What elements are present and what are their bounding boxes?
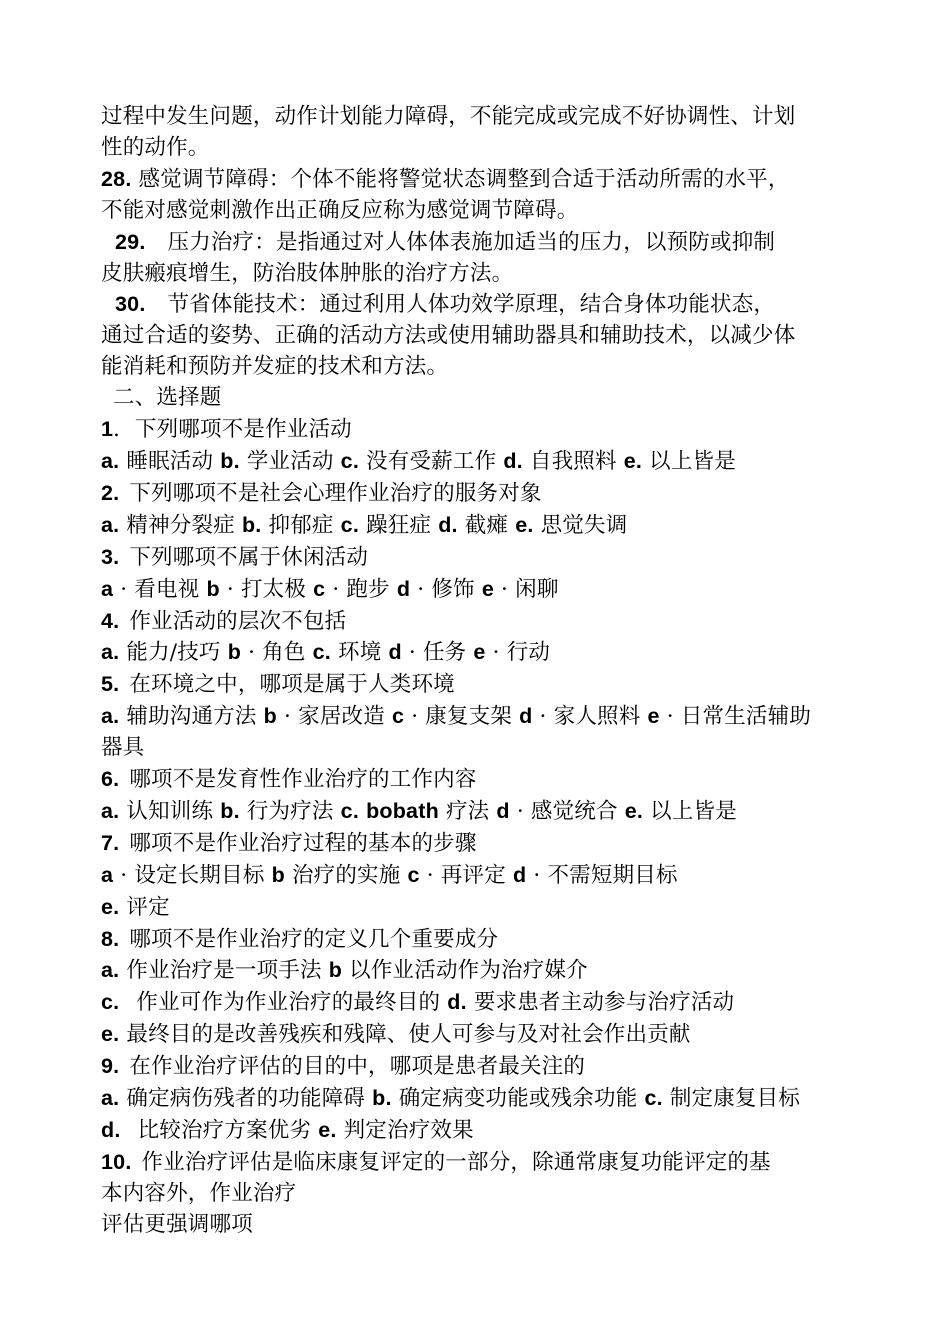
separator: · bbox=[426, 862, 434, 888]
option-letter: e bbox=[481, 576, 494, 601]
option-text: 以上皆是 bbox=[650, 798, 737, 824]
option-letter: b. bbox=[220, 798, 240, 823]
question-text: 下列哪项不属于休闲活动 bbox=[129, 544, 369, 570]
option-letter: c. bbox=[312, 640, 331, 665]
separator: · bbox=[539, 704, 547, 730]
option-letter: c bbox=[407, 862, 420, 887]
option-letter: d. bbox=[101, 1118, 121, 1142]
question-9-stem bbox=[101, 1051, 856, 1083]
option-text: 感觉统合 bbox=[530, 798, 618, 824]
option-text: 行为疗法 bbox=[246, 798, 334, 824]
option-text: 认知训练 bbox=[126, 798, 214, 824]
question-9-options-2 bbox=[101, 1115, 856, 1147]
option-letter: b bbox=[263, 704, 277, 729]
question-number: 9. bbox=[101, 1054, 120, 1079]
definition-30-line-2: 通过合适的姿势、正确的活动方法或使用辅助器具和辅助技术，以减少体 bbox=[101, 323, 796, 349]
option-text: 要求患者主动参与治疗活动 bbox=[473, 990, 735, 1016]
separator: · bbox=[248, 640, 256, 666]
option-text: 以作业活动作为治疗媒介 bbox=[349, 958, 588, 984]
question-4-stem bbox=[101, 606, 856, 638]
option-letter: a bbox=[101, 576, 114, 601]
question-8-options-1 bbox=[101, 955, 856, 987]
question-text: 哪项不是发育性作业治疗的工作内容 bbox=[129, 767, 477, 793]
question-number: 10. bbox=[101, 1149, 132, 1174]
option-text: 家居改造 bbox=[298, 704, 385, 730]
option-letter: e bbox=[473, 640, 486, 665]
option-text: 辅助沟通方法 bbox=[126, 704, 257, 730]
option-letter: d bbox=[512, 862, 527, 887]
definition-29-line-2: 皮肤瘢痕增生，防治肢体肿胀的治疗方法。 bbox=[101, 260, 514, 286]
separator: · bbox=[120, 862, 128, 888]
question-number: 5. bbox=[101, 672, 120, 697]
question-7-options bbox=[101, 860, 856, 892]
option-letter: b. bbox=[220, 448, 240, 473]
definition-27-tail-line-1: 过程中发生问题，动作计划能力障碍，不能完成或完成不好协调性、计划 bbox=[101, 104, 796, 129]
option-text: 角色 bbox=[262, 640, 306, 666]
option-text: 疗法 bbox=[445, 798, 490, 824]
question-6-stem bbox=[101, 764, 856, 796]
option-text: 确定病伤残者的功能障碍 bbox=[126, 1086, 366, 1112]
option-text: 设定长期目标 bbox=[134, 862, 265, 888]
option-text: 抑郁症 bbox=[268, 512, 334, 538]
option-letter: e. bbox=[101, 894, 120, 919]
option-letter: a. bbox=[101, 448, 120, 473]
option-text: 以上皆是 bbox=[649, 448, 736, 474]
definition-30-line-3: 能消耗和预防并发症的技术和方法。 bbox=[101, 354, 449, 380]
option-text: 康复支架 bbox=[425, 704, 513, 730]
question-3-stem bbox=[101, 542, 856, 574]
option-letter: a. bbox=[101, 704, 120, 729]
option-text: 没有受薪工作 bbox=[366, 448, 497, 474]
document-page bbox=[101, 102, 856, 1241]
option-letter: c bbox=[313, 576, 326, 601]
separator: · bbox=[120, 576, 128, 602]
option-text: 思觉失调 bbox=[540, 512, 628, 538]
question-number: 6. bbox=[101, 767, 120, 792]
option-letter: c. bbox=[340, 448, 360, 473]
separator: · bbox=[226, 576, 234, 602]
question-7-options-cont bbox=[101, 892, 856, 924]
definition-29-line-1 bbox=[101, 227, 856, 259]
option-text: 确定病变功能或残余功能 bbox=[398, 1086, 638, 1112]
option-text: 日常生活辅助 bbox=[680, 704, 812, 730]
option-letter: c. bbox=[340, 512, 360, 537]
question-8-stem bbox=[101, 924, 856, 956]
definition-28-line-2: 不能对感觉刺激作出正确反应称为感觉调节障碍。 bbox=[101, 197, 579, 223]
definition-text: 压力治疗：是指通过对人体体表施加适当的压力，以预防或抑制 bbox=[167, 229, 776, 255]
section-title: 二、选择题 bbox=[113, 385, 222, 411]
question-3-options bbox=[101, 574, 856, 606]
definition-number: 29. bbox=[115, 229, 146, 254]
option-text: 学业活动 bbox=[246, 448, 334, 474]
option-text: 作业可作为作业治疗的最终目的 bbox=[136, 990, 441, 1016]
option-letter: e. bbox=[318, 1118, 337, 1142]
option-letter: b bbox=[328, 958, 343, 983]
question-1-options bbox=[101, 446, 856, 478]
option-letter: c. bbox=[644, 1086, 663, 1111]
option-letter: d bbox=[496, 798, 510, 823]
option-text: 打太极 bbox=[240, 576, 307, 602]
option-letter: e. bbox=[624, 798, 644, 823]
option-letter: a. bbox=[101, 798, 120, 823]
definition-text: 节省体能技术：通过利用人体功效学原理，结合身体功能状态， bbox=[167, 292, 776, 318]
option-letter: b bbox=[227, 640, 242, 665]
option-letter: a. bbox=[101, 1086, 120, 1111]
question-number: 4. bbox=[101, 608, 120, 633]
option-letter: d bbox=[519, 704, 533, 729]
question-number: 1 bbox=[101, 417, 114, 442]
question-text: 作业活动的层次不包括 bbox=[129, 608, 347, 634]
option-text: 自我照料 bbox=[529, 448, 617, 474]
option-text: 行动 bbox=[506, 640, 551, 666]
question-10-stem-line-3: 评估更强调哪项 bbox=[101, 1211, 253, 1237]
option-term: bobath bbox=[366, 798, 439, 823]
question-10-stem-line-2: 本内容外，作业治疗 bbox=[101, 1180, 297, 1206]
option-letter: c. bbox=[101, 990, 120, 1015]
definition-number: 28. bbox=[101, 166, 132, 191]
question-text: 下列哪项不是作业活动 bbox=[134, 417, 352, 443]
option-text: 精神分裂症 bbox=[126, 512, 235, 538]
option-letter: e. bbox=[515, 512, 534, 537]
option-text: 任务 bbox=[422, 640, 467, 666]
option-text: 看电视 bbox=[134, 576, 200, 602]
option-text: 作业治疗是一项手法 bbox=[126, 958, 322, 984]
option-text: 评定 bbox=[126, 894, 170, 920]
option-letter: a. bbox=[101, 640, 120, 665]
question-number: 8. bbox=[101, 926, 120, 951]
option-letter: a. bbox=[101, 512, 120, 537]
separator: · bbox=[492, 640, 500, 666]
option-text: 制定康复目标 bbox=[669, 1086, 801, 1112]
option-letter: b. bbox=[372, 1086, 392, 1111]
option-letter: b. bbox=[241, 512, 262, 537]
question-9-options-1 bbox=[101, 1083, 856, 1115]
question-text: 作业治疗评估是临床康复评定的一部分，除通常康复功能评定的基 bbox=[141, 1149, 771, 1175]
separator: · bbox=[533, 862, 541, 888]
question-10-stem-line-1 bbox=[101, 1147, 856, 1179]
option-letter: b bbox=[271, 862, 285, 887]
separator: · bbox=[411, 704, 419, 730]
option-text: 闲聊 bbox=[515, 576, 559, 602]
option-letter: e. bbox=[623, 448, 643, 473]
option-letter: c bbox=[391, 704, 405, 729]
option-text: 比较治疗方案优劣 bbox=[137, 1118, 312, 1143]
question-number: 2. bbox=[101, 480, 120, 505]
separator: · bbox=[284, 704, 292, 730]
question-5-stem bbox=[101, 669, 856, 701]
definition-30-line-1 bbox=[101, 289, 856, 321]
option-text: 环境 bbox=[338, 640, 382, 666]
question-7-stem bbox=[101, 828, 856, 860]
option-text: 家人照料 bbox=[553, 704, 641, 730]
separator: · bbox=[516, 798, 524, 824]
question-text: 下列哪项不是社会心理作业治疗的服务对象 bbox=[129, 480, 542, 506]
option-text: 睡眠活动 bbox=[126, 448, 214, 474]
definition-number: 30. bbox=[115, 292, 146, 317]
option-letter: e. bbox=[101, 1022, 120, 1047]
question-4-options bbox=[101, 637, 856, 669]
option-letter: e bbox=[647, 704, 660, 729]
option-letter: b bbox=[206, 576, 220, 601]
option-letter: d. bbox=[438, 512, 458, 537]
definition-28-line-1 bbox=[101, 164, 856, 196]
definition-27-tail-line-2: 性的动作。 bbox=[101, 134, 210, 160]
option-text: 不需短期目标 bbox=[547, 862, 678, 888]
option-letter: c. bbox=[340, 798, 360, 823]
option-letter: d bbox=[396, 576, 411, 601]
option-text: 能力/技巧 bbox=[126, 640, 221, 666]
option-text: 判定治疗效果 bbox=[343, 1118, 474, 1143]
question-text: 在环境之中，哪项是属于人类环境 bbox=[129, 672, 455, 698]
question-8-options-2 bbox=[101, 987, 856, 1019]
question-2-stem bbox=[101, 478, 856, 510]
question-text: 哪项不是作业治疗的定义几个重要成分 bbox=[129, 926, 499, 952]
option-text: 截瘫 bbox=[464, 512, 509, 538]
option-letter: d bbox=[388, 640, 402, 665]
question-number: 7. bbox=[101, 830, 120, 855]
option-text: 最终目的是改善残疾和残障、使人可参与及对社会作出贡献 bbox=[126, 1022, 691, 1048]
option-text: 修饰 bbox=[431, 576, 475, 602]
option-text: 治疗的实施 bbox=[291, 862, 401, 888]
option-letter: d. bbox=[503, 448, 523, 473]
question-number: 3. bbox=[101, 544, 120, 569]
question-6-options bbox=[101, 796, 856, 828]
question-text: 在作业治疗评估的目的中，哪项是患者最关注的 bbox=[129, 1054, 586, 1080]
separator: · bbox=[501, 576, 509, 602]
option-text: 跑步 bbox=[346, 576, 390, 602]
question-8-options-3 bbox=[101, 1019, 856, 1051]
option-text: 躁狂症 bbox=[366, 512, 432, 538]
separator: · bbox=[666, 704, 674, 730]
option-letter: d. bbox=[447, 990, 467, 1015]
question-5-options bbox=[101, 701, 856, 733]
question-5-options-cont: 器具 bbox=[101, 735, 145, 761]
separator: · bbox=[417, 576, 425, 602]
option-letter: a bbox=[101, 862, 114, 887]
question-1-stem: 1．下列哪项不是作业活动 bbox=[101, 417, 352, 443]
question-text: 哪项不是作业治疗过程的基本的步骤 bbox=[129, 830, 477, 856]
separator: · bbox=[332, 576, 340, 602]
option-text: 再评定 bbox=[440, 862, 506, 888]
definition-text: 感觉调节障碍：个体不能将警觉状态调整到合适于活动所需的水平， bbox=[138, 166, 790, 192]
question-2-options bbox=[101, 510, 856, 542]
separator: · bbox=[408, 640, 416, 666]
option-letter: a. bbox=[101, 958, 120, 983]
